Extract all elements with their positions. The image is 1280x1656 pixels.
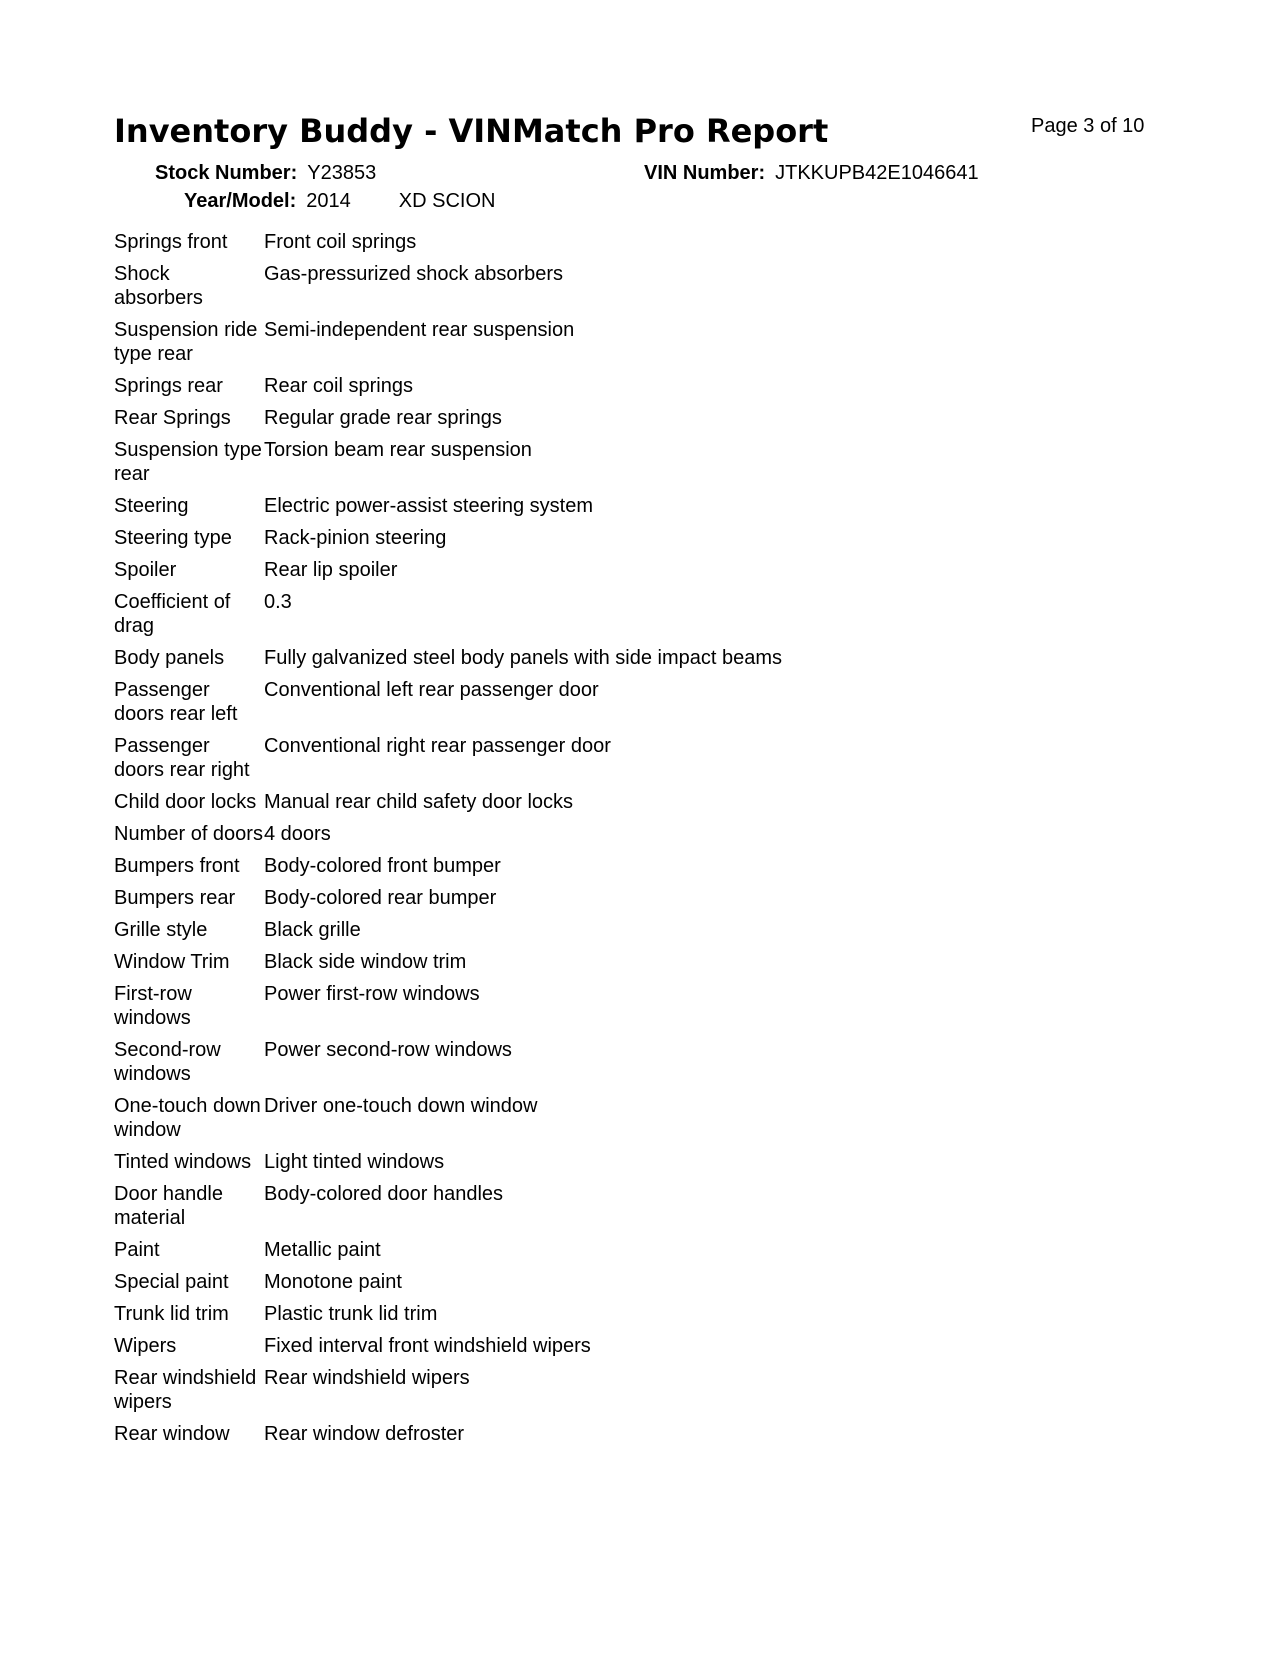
spec-value: Body-colored front bumper (264, 855, 501, 877)
spec-label: Shock absorbers (114, 263, 203, 309)
spec-label: First-row windows (114, 983, 192, 1029)
spec-label: Grille style (114, 919, 208, 941)
spec-value: Conventional right rear passenger door (264, 735, 611, 757)
spec-value: Rear windshield wipers (264, 1367, 470, 1389)
spec-label: Rear Springs (114, 407, 231, 429)
spec-value: 4 doors (264, 823, 331, 845)
spec-row (114, 982, 1164, 1030)
spec-row (114, 950, 1164, 974)
spec-value: Power first-row windows (264, 983, 480, 1005)
spec-label: Trunk lid trim (114, 1303, 229, 1325)
spec-label: Rear windshield wipers (114, 1367, 257, 1413)
spec-row (114, 590, 1164, 638)
spec-row (114, 734, 1164, 782)
spec-label: Suspension ride type rear (114, 319, 258, 365)
spec-label: Coefficient of drag (114, 591, 231, 637)
spec-row (114, 494, 1164, 518)
spec-label: Second-row windows (114, 1039, 221, 1085)
spec-value: Black grille (264, 919, 361, 941)
spec-row (114, 854, 1164, 878)
spec-row (114, 1094, 1164, 1142)
spec-label: Wipers (114, 1335, 177, 1357)
spec-value: Fixed interval front windshield wipers (264, 1335, 591, 1357)
spec-label: Steering type (114, 527, 232, 549)
spec-label: Body panels (114, 647, 225, 669)
spec-row (114, 678, 1164, 726)
spec-label: Number of doors (114, 823, 263, 845)
spec-value: Metallic paint (264, 1239, 381, 1261)
spec-value: Rear coil springs (264, 375, 413, 397)
spec-value: Conventional left rear passenger door (264, 679, 599, 701)
spec-value: Body-colored rear bumper (264, 887, 497, 909)
spec-label: Special paint (114, 1271, 229, 1293)
spec-row (114, 1366, 1164, 1414)
vin-number-label: VIN Number: (644, 162, 766, 184)
spec-value: Fully galvanized steel body panels with side impact beams (264, 647, 783, 669)
spec-value: Power second-row windows (264, 1039, 512, 1061)
year-model-field (184, 190, 495, 213)
spec-label: Paint (114, 1239, 160, 1261)
spec-label: Spoiler (114, 559, 177, 581)
spec-label: Springs front (114, 231, 228, 253)
spec-row (114, 318, 1164, 366)
spec-row (114, 526, 1164, 550)
spec-value: Manual rear child safety door locks (264, 791, 574, 813)
spec-row (114, 1270, 1164, 1294)
spec-label: Rear window (114, 1423, 230, 1445)
spec-label: Bumpers front (114, 855, 240, 877)
spec-value: Rack-pinion steering (264, 527, 447, 549)
model-value: XD SCION (398, 190, 496, 212)
spec-value: Body-colored door handles (264, 1183, 504, 1205)
spec-row (114, 438, 1164, 486)
spec-label: Door handle material (114, 1183, 223, 1229)
spec-row (114, 1302, 1164, 1326)
spec-label: Passenger doors rear left (114, 679, 238, 725)
spec-value: Rear lip spoiler (264, 559, 398, 581)
spec-value: Gas-pressurized shock absorbers (264, 263, 564, 285)
spec-label: Springs rear (114, 375, 223, 397)
spec-value: Driver one-touch down window (264, 1095, 538, 1117)
stock-number-field (155, 162, 376, 185)
spec-row (114, 1182, 1164, 1230)
spec-row (114, 646, 1164, 670)
spec-value: Plastic trunk lid trim (264, 1303, 438, 1325)
spec-row (114, 1038, 1164, 1086)
spec-row (114, 558, 1164, 582)
spec-row (114, 1422, 1164, 1446)
spec-value: 0.3 (264, 591, 292, 613)
spec-row (114, 230, 1164, 254)
spec-label: Suspension type rear (114, 439, 262, 485)
spec-row (114, 406, 1164, 430)
vin-number-field (644, 162, 979, 185)
spec-value: Front coil springs (264, 231, 417, 253)
spec-list (114, 230, 1164, 1454)
stock-number-value: Y23853 (307, 162, 377, 184)
spec-row (114, 790, 1164, 814)
spec-label: Window Trim (114, 951, 230, 973)
year-value: 2014 (306, 190, 351, 212)
spec-value: Rear window defroster (264, 1423, 465, 1445)
spec-row (114, 374, 1164, 398)
spec-label: Steering (114, 495, 189, 517)
spec-value: Monotone paint (264, 1271, 402, 1293)
report-title: Inventory Buddy - VINMatch Pro Report (114, 112, 829, 150)
vin-number-value: JTKKUPB42E1046641 (775, 162, 979, 184)
spec-label: Tinted windows (114, 1151, 252, 1173)
spec-row (114, 822, 1164, 846)
spec-value: Torsion beam rear suspension (264, 439, 532, 461)
stock-number-label: Stock Number: (155, 162, 298, 184)
spec-value: Black side window trim (264, 951, 467, 973)
year-model-label: Year/Model: (184, 190, 297, 212)
page-number: Page 3 of 10 (1031, 115, 1145, 137)
spec-row (114, 1334, 1164, 1358)
spec-row (114, 886, 1164, 910)
spec-label: Bumpers rear (114, 887, 236, 909)
spec-value: Regular grade rear springs (264, 407, 502, 429)
spec-value: Semi-independent rear suspension (264, 319, 575, 341)
spec-row (114, 1150, 1164, 1174)
spec-value: Electric power-assist steering system (264, 495, 593, 517)
spec-value: Light tinted windows (264, 1151, 445, 1173)
spec-label: One-touch down window (114, 1095, 261, 1141)
spec-label: Passenger doors rear right (114, 735, 250, 781)
spec-label: Child door locks (114, 791, 257, 813)
spec-row (114, 1238, 1164, 1262)
spec-row (114, 918, 1164, 942)
spec-row (114, 262, 1164, 310)
